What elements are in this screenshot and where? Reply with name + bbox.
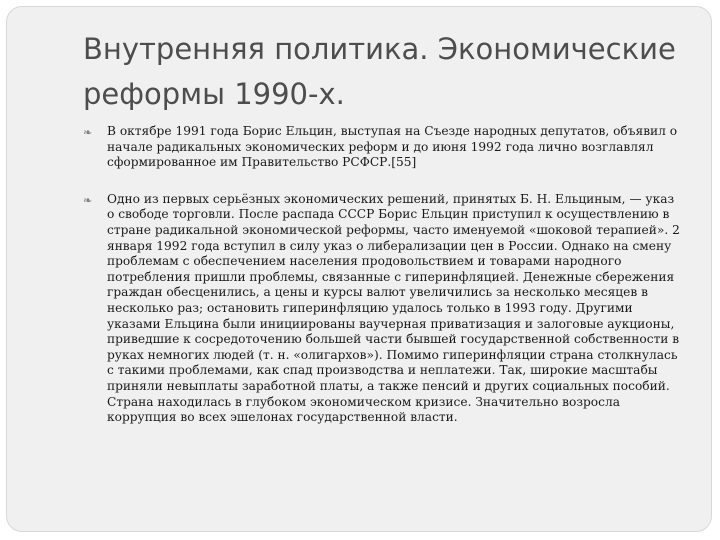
bullet-text: В октябре 1991 года Борис Ельцин, выступая на Съезде народных депутатов, объявил о начале радикальных экономических реформ и до июня 1992 года лично возглавлял сформированное им Правительство РСФСР.[55] xyxy=(107,124,678,170)
fleuron-bullet-icon: ❧ xyxy=(83,126,93,139)
bullet-item xyxy=(83,192,683,426)
bullet-text: Одно из первых серьёзных экономических решений, принятых Б. Н. Ельциным, — указ о свободе торговли. После распада СССР Борис Ельцин приступил к осуществлению в стране радикальной экономической реформы, часто именуемой «шоковой терапией». 2 января 1992 года вступил в силу указ о либерализации цен в России. Однако на смену проблемам с обеспечением населения продовольствием и товарами народного потребления пришли проблемы, связанные с гиперинфляцией. Денежные сбережения граждан обесценились, а цены и курсы валют увеличились за несколько месяцев в несколько раз; остановить гиперинфляцию удалось только в 1993 году. Другими указами Ельцина были инициированы ваучерная приватизация и залоговые аукционы, приведшие к сосредоточению большей части бывшей государственной собственности в руках немногих людей (т. н. «олигархов»). Помимо гиперинфляции страна столкнулась с такими проблемами, как спад производства и неплатежи. Так, широкие масштабы приняли невыплаты заработной платы, а также пенсий и других социальных пособий. Страна находилась в глубоком экономическом кризисе. Значительно возросла коррупция во всех эшелонах государственной власти. xyxy=(107,191,680,425)
slide-title: Внутренняя политика. Экономические реформы 1990-х. xyxy=(83,32,676,111)
fleuron-bullet-icon: ❧ xyxy=(83,193,93,207)
bullet-list xyxy=(83,124,683,447)
bullet-item xyxy=(83,124,683,171)
slide xyxy=(6,6,712,532)
